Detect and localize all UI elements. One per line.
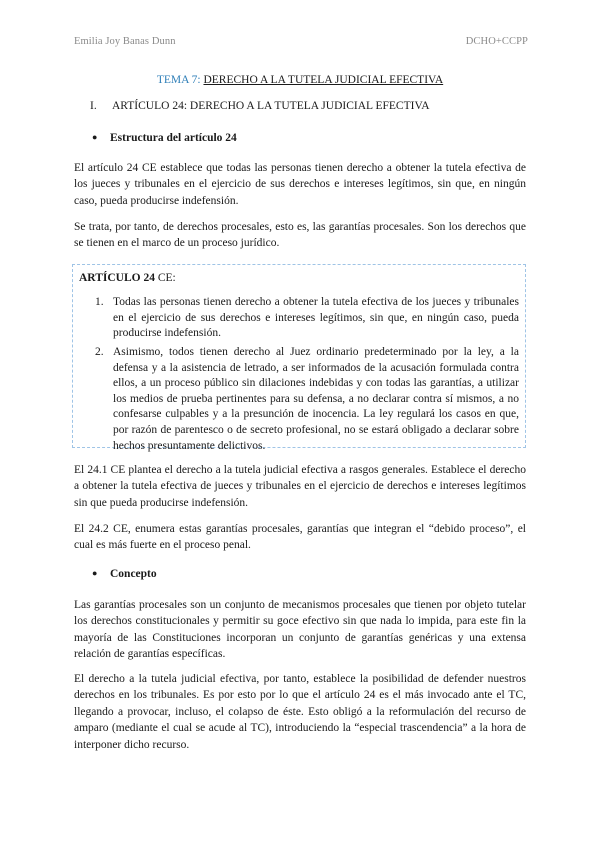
bullet-concepto-text: Concepto bbox=[110, 568, 157, 580]
article-box bbox=[72, 264, 526, 452]
article-box-heading-rest: CE: bbox=[154, 272, 176, 284]
title-separator: : bbox=[197, 74, 204, 86]
paragraph-4: El 24.2 CE, enumera estas garantías procesales, garantías que integran el “debido proceso”, el cual es más fuerte en el proceso penal. bbox=[74, 523, 526, 552]
bullet-estructura-text: Estructura del artículo 24 bbox=[110, 132, 237, 144]
article-item-text: Todas las personas tienen derecho a obtener la tutela efectiva de los jueces y tribunales en el ejercicio de sus derechos e intereses legítimos, sin que, en ningún caso, pueda producirse indefensión. bbox=[113, 296, 519, 340]
header-author: Emilia Joy Banas Dunn bbox=[74, 36, 176, 47]
bullet-icon: ● bbox=[92, 132, 98, 142]
bullet-heading-concepto bbox=[92, 568, 157, 580]
section-heading-text: ARTÍCULO 24: DERECHO A LA TUTELA JUDICIAL EFECTIVA bbox=[112, 100, 430, 112]
paragraph-1: El artículo 24 CE establece que todas las personas tienen derecho a obtener la tutela efectiva de los jueces y tribunales en el ejercicio de sus derechos e intereses legítimos, sin que, en ningún caso, pueda producirse indefensión. bbox=[74, 162, 526, 207]
title-text: DERECHO A LA TUTELA JUDICIAL EFECTIVA bbox=[203, 74, 444, 86]
article-box-heading-bold: ARTÍCULO 24 bbox=[79, 272, 155, 284]
bullet-heading-estructura bbox=[92, 132, 237, 144]
paragraph-5: Las garantías procesales son un conjunto de mecanismos procesales que tienen por objeto tutelar los derechos constitucionales y permitir su goce efectivo sin que nada lo impida, para este fin la mayoría de las Constituciones incorporan un conjunto de garantías genéricas y una extensa relación de garantías específicas. bbox=[74, 599, 526, 661]
section-number: I. bbox=[90, 100, 97, 112]
article-item-number: 1. bbox=[95, 296, 104, 308]
page-title bbox=[0, 74, 600, 86]
paragraph-3: El 24.1 CE plantea el derecho a la tutela judicial efectiva a rasgos generales. Establece el derecho a obtener la tutela efectiva de jueces y tribunales en el ejercicio de derechos e intereses legítimos sin que pueda producirse indefensión. bbox=[74, 464, 526, 509]
article-item bbox=[95, 295, 519, 342]
header-course: DCHO+CCPP bbox=[465, 36, 528, 47]
article-box-heading bbox=[79, 272, 176, 284]
title-label: TEMA 7 bbox=[156, 74, 198, 86]
paragraph-2: Se trata, por tanto, de derechos procesales, esto es, las garantías procesales. Son los derechos que se tienen en el marco de un proceso jurídico. bbox=[74, 221, 526, 250]
bullet-icon: ● bbox=[92, 568, 98, 578]
section-heading bbox=[90, 100, 430, 112]
paragraph-6: El derecho a la tutela judicial efectiva, por tanto, establece la posibilidad de defender nuestros derechos en los tribunales. Es por esto por lo que el artículo 24 es el más invocado ante el TC, llegando a provocar, incluso, el colapso de éste. Esto obligó a la reformulación del recurso de amparo (mediante el cual se acude al TC), introduciendo la “especial trascendencia” a la hora de interponer dicho recurso. bbox=[74, 673, 526, 751]
article-item-text: Asimismo, todos tienen derecho al Juez ordinario predeterminado por la ley, a la defensa y a la asistencia de letrado, a ser informados de la acusación formulada contra ellos, a un proceso público sin dilaciones indebidas y con todas las garantías, a utilizar los medios de prueba pertinentes para su defensa, a no declarar contra sí mismos, a no confesarse culpables y a la presunción de inocencia. La ley regulará los casos en que, por razón de parentesco o de secreto profesional, no se estará obligado a declarar sobre hechos presuntamente delictivos. bbox=[113, 346, 519, 452]
article-item-number: 2. bbox=[95, 346, 104, 358]
article-item bbox=[95, 345, 519, 454]
